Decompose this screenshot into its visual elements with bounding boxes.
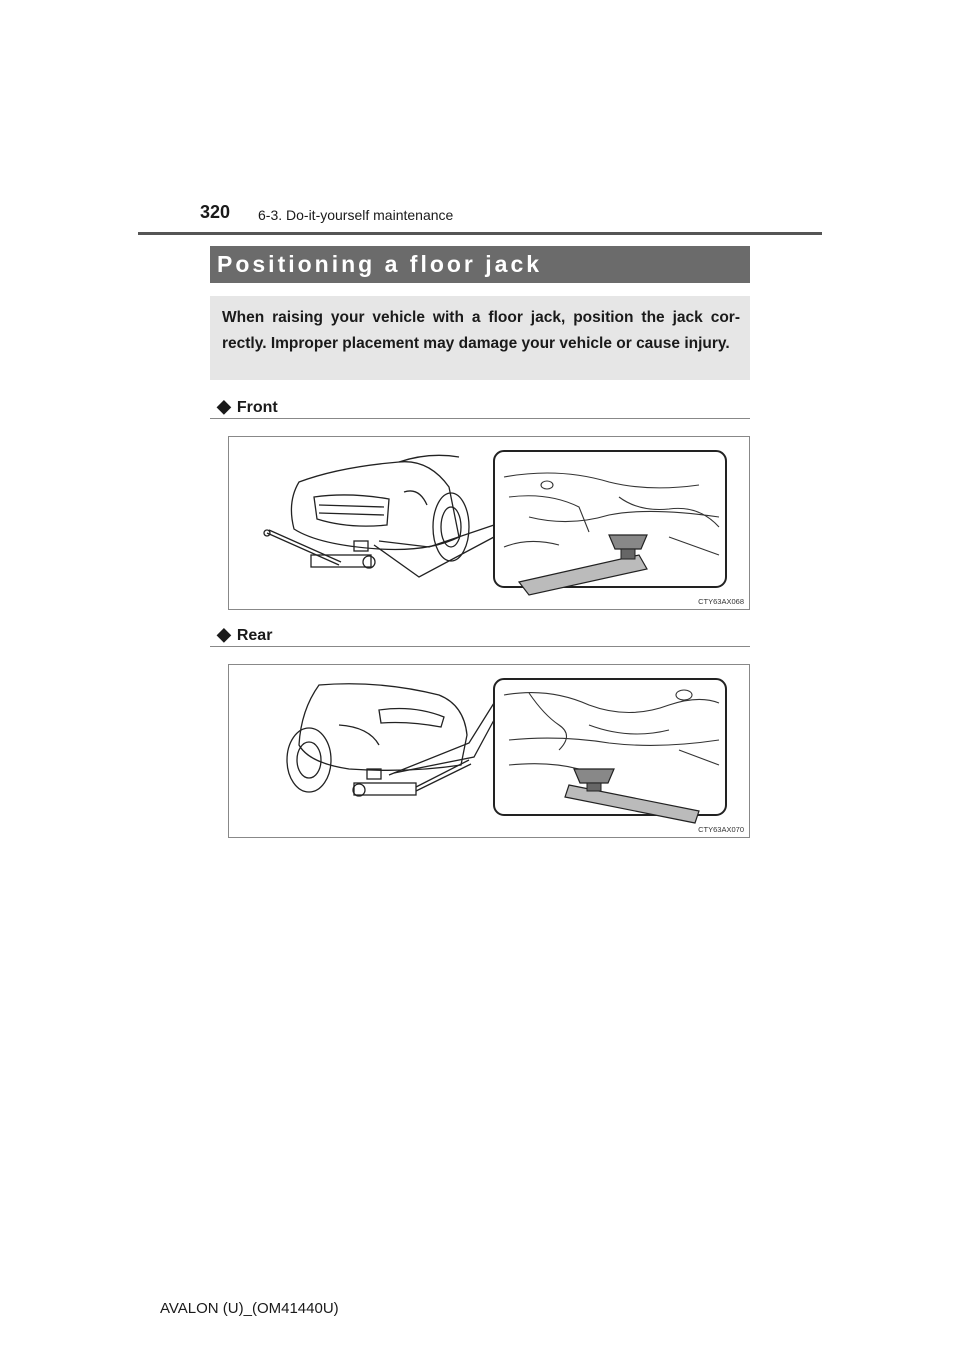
subhead-rear-label: Rear: [236, 627, 273, 644]
front-jack-illustration: [229, 437, 749, 609]
subhead-front-rule: [210, 418, 750, 419]
figure-code-front: CTY63AX068: [698, 597, 744, 606]
rear-jack-illustration: [229, 665, 749, 837]
figure-front: [228, 436, 750, 610]
header-rule: [138, 232, 822, 235]
figure-rear: [228, 664, 750, 838]
diamond-icon: ◆: [217, 624, 231, 644]
diamond-icon: ◆: [217, 396, 231, 416]
footer: AVALON (U)_(OM41440U): [160, 1300, 339, 1317]
subhead-front-label: Front: [236, 399, 278, 416]
figure-code-rear: CTY63AX070: [698, 825, 744, 834]
intro-box: When raising your vehicle with a floor jack, position the jack cor-rectly. Improper placement may damage your vehicle or cause injury.: [210, 296, 750, 380]
page-number: 320: [200, 202, 231, 222]
subhead-rear-rule: [210, 646, 750, 647]
heading-bar: Positioning a floor jack: [210, 246, 750, 283]
subhead-rear: [217, 624, 272, 645]
subhead-front: [217, 396, 278, 417]
section-title: 6-3. Do-it-yourself maintenance: [258, 207, 454, 223]
